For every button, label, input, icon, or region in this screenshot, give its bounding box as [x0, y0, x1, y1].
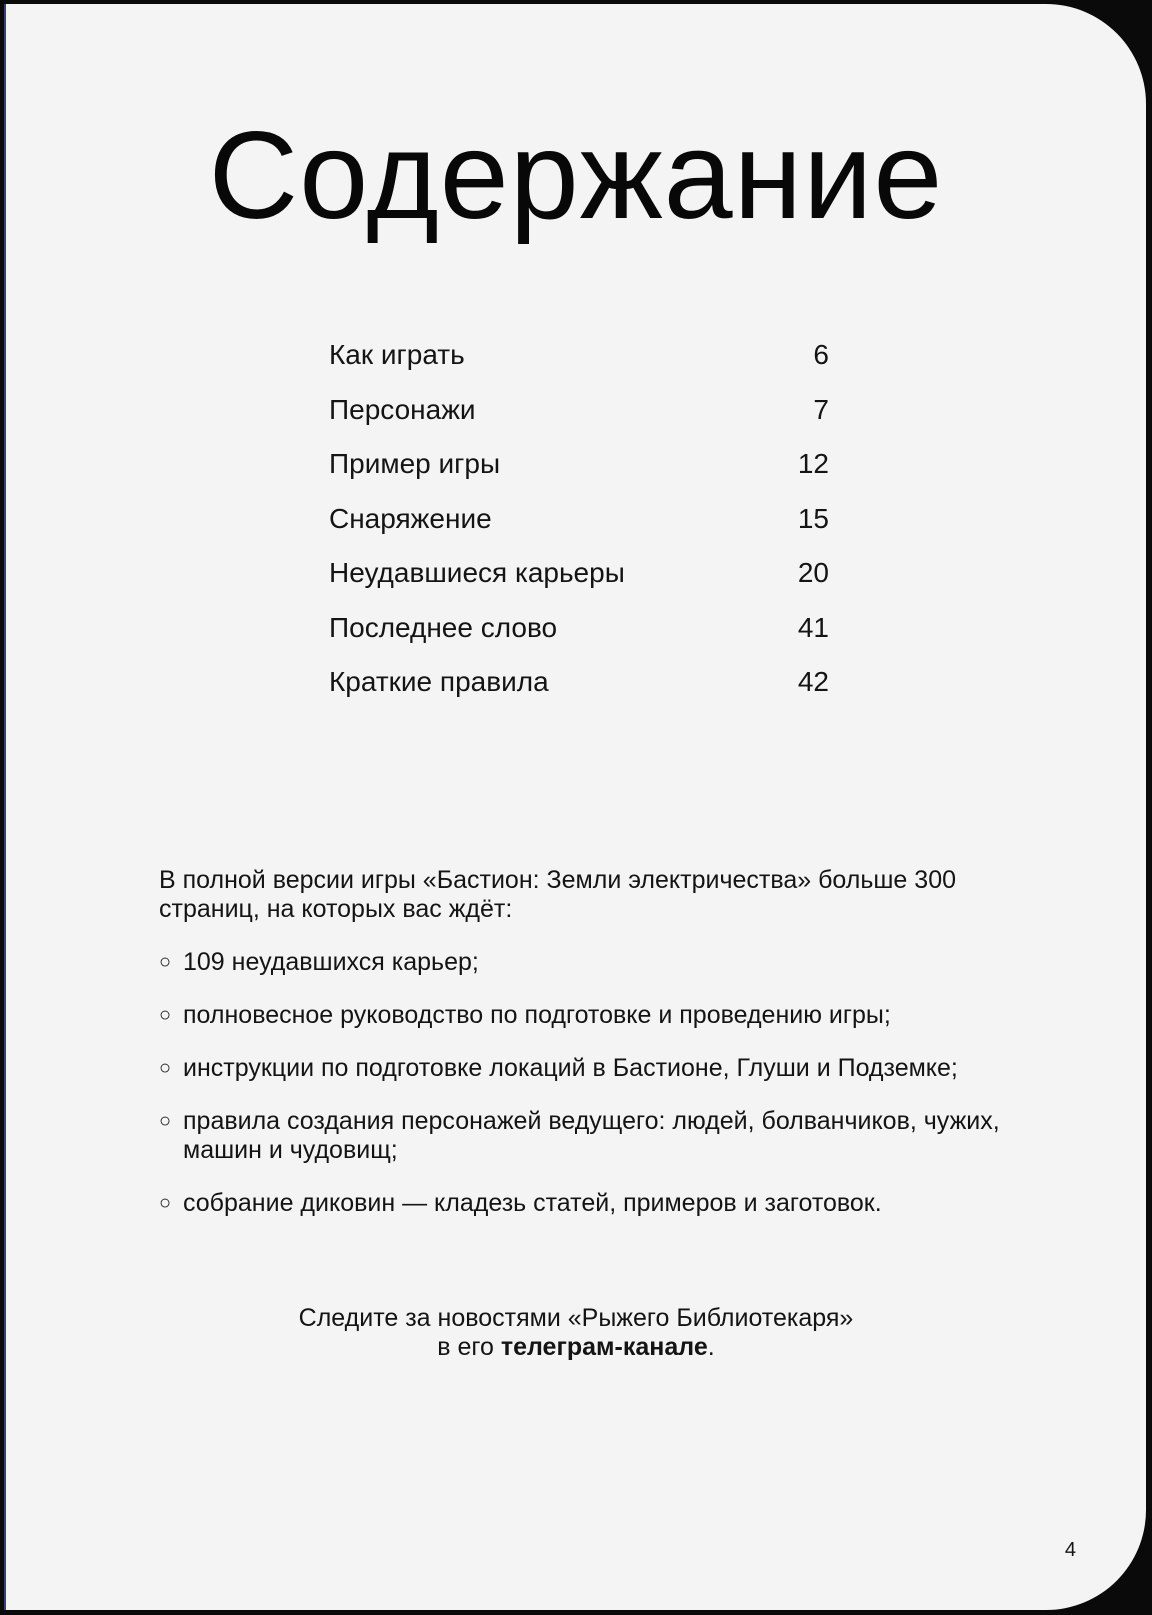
list-item-text: правила создания персонажей ведущего: людей, болванчиков, чужих, машин и чудовищ;	[183, 1107, 1000, 1164]
toc-entry-page: 6	[813, 339, 829, 370]
toc-entry-page: 15	[797, 502, 829, 534]
list-item	[159, 1189, 1019, 1218]
circle-bullet-icon: ○	[159, 1192, 172, 1214]
news-note-suffix: .	[707, 1333, 715, 1361]
toc-entry[interactable]	[329, 448, 829, 503]
toc-entry[interactable]	[329, 503, 829, 558]
list-item	[159, 1001, 1019, 1030]
toc-entry[interactable]	[329, 612, 829, 667]
full-version-promo	[159, 866, 1019, 1242]
feature-list	[159, 948, 1019, 1218]
toc-entry-page: 7	[813, 393, 829, 425]
toc-entry-page: 12	[797, 448, 829, 479]
list-item	[159, 1107, 1019, 1165]
circle-bullet-icon: ○	[159, 951, 172, 973]
circle-bullet-icon: ○	[159, 1057, 172, 1079]
list-item-text: полновесное руководство по подготовке и проведению игры;	[183, 1001, 891, 1029]
promo-intro: В полной версии игры «Бастион: Земли электричества» больше 300 страниц, на которых вас ждёт:	[159, 866, 956, 923]
toc-entry-label: Краткие правила	[329, 666, 549, 697]
toc-entry-label: Неудавшиеся карьеры	[329, 557, 625, 588]
list-item-text: инструкции по подготовке локаций в Бастионе, Глуши и Подземке;	[183, 1054, 958, 1082]
toc-entry[interactable]	[329, 666, 829, 721]
toc-entry-label: Последнее слово	[329, 611, 558, 643]
telegram-channel-link[interactable]: телеграм-канале	[500, 1333, 708, 1361]
toc-entry[interactable]	[329, 339, 829, 394]
toc-entry-label: Как играть	[329, 339, 465, 370]
list-item-text: собрание диковин — кладезь статей, примеров и заготовок.	[183, 1189, 882, 1217]
list-item	[159, 948, 1019, 977]
page-number: 4	[1064, 1539, 1076, 1561]
list-item	[159, 1054, 1019, 1083]
circle-bullet-icon: ○	[159, 1004, 172, 1026]
list-item-text: 109 неудавшихся карьер;	[183, 948, 479, 976]
circle-bullet-icon: ○	[159, 1110, 172, 1132]
toc-entry-page: 42	[797, 666, 829, 697]
toc-entry-label: Снаряжение	[329, 502, 492, 534]
news-note	[6, 1304, 1146, 1362]
document-page	[4, 4, 1146, 1610]
news-note-line2	[6, 1333, 1146, 1362]
news-note-line1: Следите за новостями «Рыжего Библиотекаря»	[298, 1304, 854, 1332]
toc-entry-label: Пример игры	[329, 448, 501, 479]
table-of-contents	[329, 339, 829, 721]
toc-entry-page: 20	[797, 557, 829, 588]
toc-entry-label: Персонажи	[329, 393, 476, 425]
news-note-prefix: в его	[437, 1333, 501, 1361]
toc-entry-page: 41	[797, 611, 829, 643]
toc-entry[interactable]	[329, 557, 829, 612]
toc-entry[interactable]	[329, 394, 829, 449]
page-title: Содержание	[208, 107, 944, 245]
